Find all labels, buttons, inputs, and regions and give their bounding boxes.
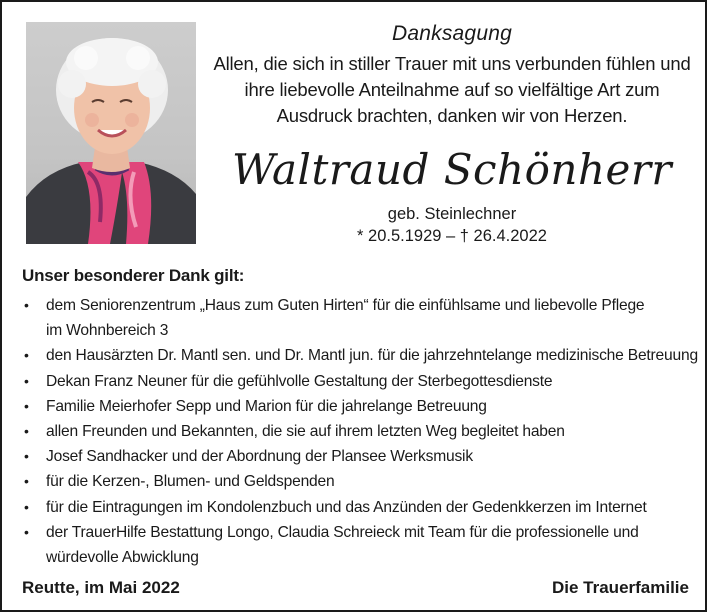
bullet-icon: •: [24, 347, 29, 364]
list-item-line: würdevolle Abwicklung: [46, 549, 199, 567]
heading: Danksagung: [392, 22, 512, 45]
list-item-line: Familie Meierhofer Sepp und Marion für die jahrelange Betreuung: [46, 397, 487, 415]
bullet-icon: •: [24, 372, 29, 389]
list-item: [22, 444, 697, 469]
list-item: [22, 419, 697, 444]
deceased-name: Waltraud Schönherr: [231, 145, 672, 194]
thanks-list: [22, 293, 697, 570]
list-item-line: Josef Sandhacker und der Abordnung der Plansee Werksmusik: [46, 448, 473, 466]
birth-name: geb. Steinlechner: [387, 205, 517, 223]
list-item-line: dem Seniorenzentrum „Haus zum Guten Hirten“ für die einfühlsame und liebevolle Pflege: [46, 297, 645, 314]
signature: Die Trauerfamilie: [551, 578, 689, 597]
portrait-photo: [26, 22, 196, 244]
list-item-line: Dekan Franz Neuner für die gefühlvolle Gestaltung der Sterbegottesdienste: [46, 372, 553, 390]
thanks-title: Unser besonderer Dank gilt:: [22, 266, 245, 285]
bullet-icon: •: [24, 423, 29, 440]
intro-line: ihre liebevolle Anteilnahme auf so vielfältige Art zum: [244, 79, 660, 100]
bullet-icon: •: [24, 297, 29, 313]
bullet-icon: •: [24, 498, 29, 515]
list-item-line: den Hausärzten Dr. Mantl sen. und Dr. Mantl jun. für die jahrzehntelange medizinische Betreuung: [46, 347, 698, 365]
place-date: Reutte, im Mai 2022: [22, 578, 180, 597]
intro-line: Allen, die sich in stiller Trauer mit uns verbunden fühlen und: [213, 53, 691, 74]
list-item: [22, 520, 697, 570]
list-item: [22, 394, 697, 419]
bullet-icon: •: [24, 448, 29, 465]
list-item-line: für die Kerzen-, Blumen- und Geldspenden: [46, 473, 335, 491]
list-item-line: der TrauerHilfe Bestattung Longo, Claudia Schreieck mit Team für die professionelle und: [46, 523, 639, 541]
list-item-line: im Wohnbereich 3: [46, 322, 169, 340]
header-block: [207, 20, 697, 247]
list-item: [22, 495, 697, 520]
bullet-icon: •: [24, 523, 29, 540]
bullet-icon: •: [24, 397, 29, 414]
list-item: [22, 293, 697, 343]
intro-text: [207, 51, 697, 129]
list-item-line: für die Eintragungen im Kondolenzbuch und das Anzünden der Gedenkkerzen im Internet: [46, 498, 647, 516]
life-dates: * 20.5.1929 – † 26.4.2022: [357, 227, 547, 245]
list-item-line: allen Freunden und Bekannten, die sie auf ihrem letzten Weg begleitet haben: [46, 423, 565, 441]
bullet-icon: •: [24, 473, 29, 490]
list-item: [22, 469, 697, 494]
list-item: [22, 369, 697, 394]
list-item: [22, 343, 697, 368]
intro-line: Ausdruck brachten, danken wir von Herzen.: [276, 105, 628, 126]
